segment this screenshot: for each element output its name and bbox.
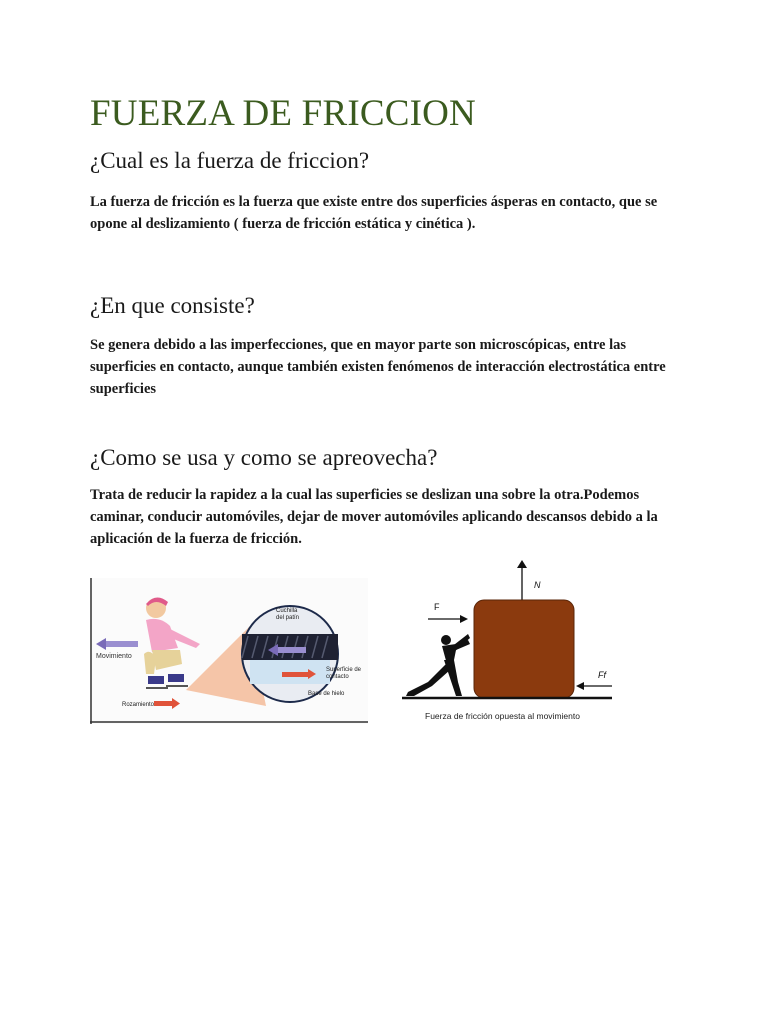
label-force: F (434, 602, 440, 612)
figure-caption: Fuerza de fricción opuesta al movimiento (425, 711, 580, 721)
label-blade: Cuchilla del patín (276, 608, 300, 621)
section-heading-3: ¿Como se usa y como se apreovecha? (90, 445, 438, 470)
label-surface: Superficie de contacto (326, 667, 362, 680)
section-body-2: Se genera debido a las imperfecciones, que en mayor parte son microscópicas, entre las superficies en contacto, aunque también existen fenómenos de interacción electrostática entre superficies (90, 337, 666, 397)
label-base: Base de hielo (308, 691, 345, 697)
label-friction-force: Ff (598, 670, 606, 680)
box-friction-illustration (398, 556, 638, 726)
label-normal: N (534, 580, 541, 590)
section-body-3: Trata de reducir la rapidez a la cual las superficies se deslizan una sobre la otra.Podemos caminar, conducir automóviles, dejar de mover automóviles aplicando descansos debido a la aplicación de la fuerza de fricción. (90, 487, 658, 547)
skater-illustration (90, 578, 368, 724)
page-title: FUERZA DE FRICCION (90, 93, 476, 134)
section-heading-1: ¿Cual es la fuerza de friccion? (90, 148, 370, 173)
section-heading-2: ¿En que consiste? (90, 293, 255, 318)
label-movement: Movimiento (96, 653, 132, 660)
label-friction: Rozamiento (122, 702, 155, 708)
section-body-1: La fuerza de fricción es la fuerza que existe entre dos superficies ásperas en contacto, que se opone al deslizamiento ( fuerza de fricción estática y cinética ). (90, 194, 658, 232)
box-block (474, 600, 574, 698)
